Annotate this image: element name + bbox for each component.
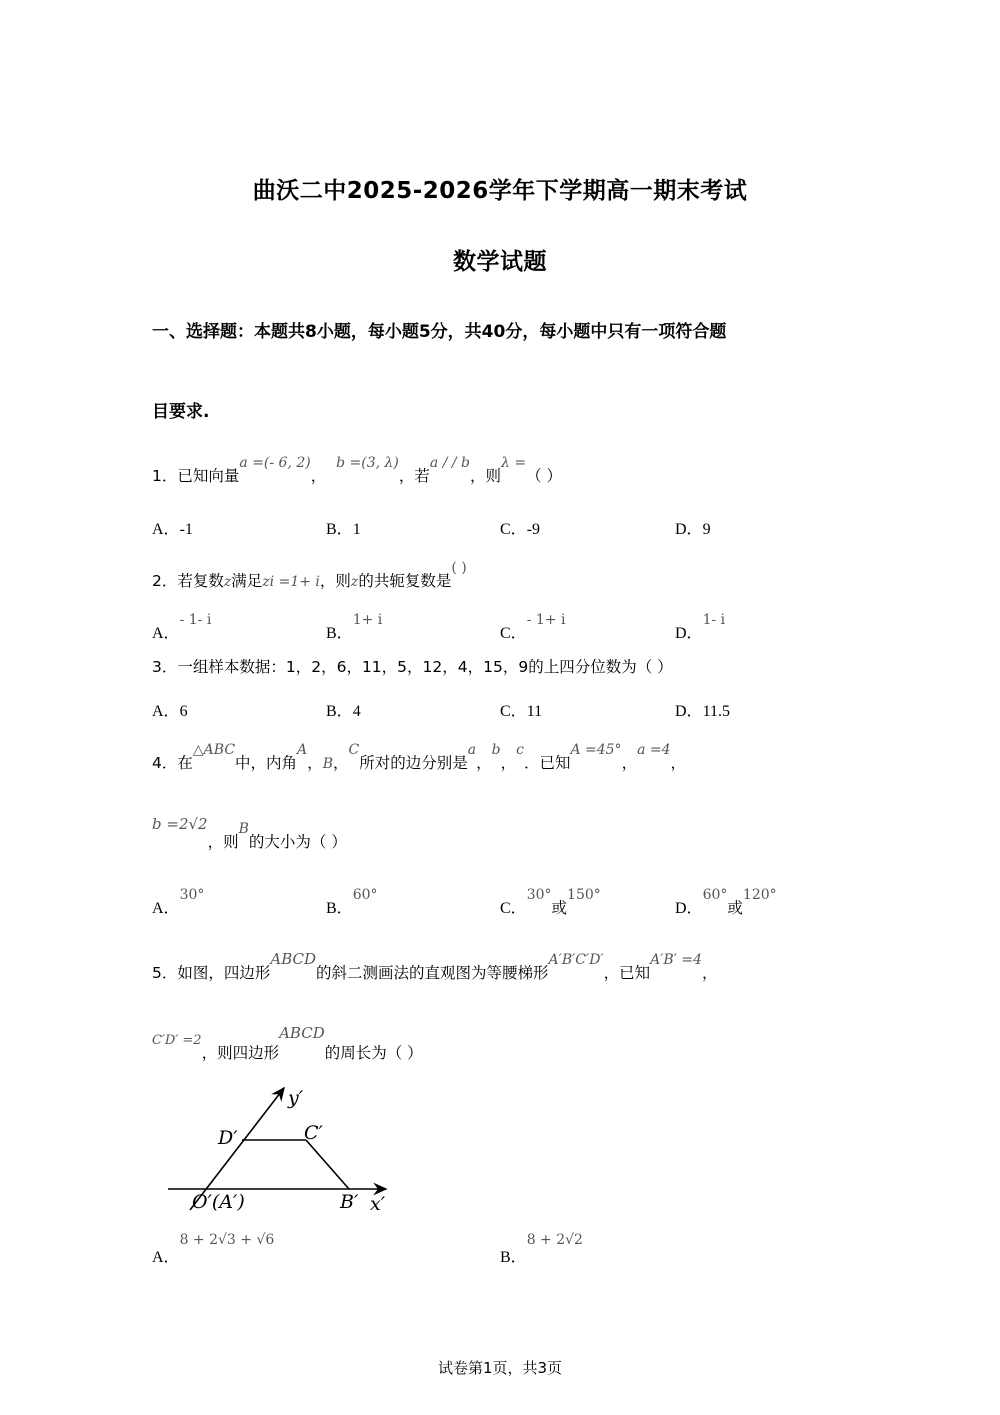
question-3-option-b <box>326 698 361 721</box>
question-number: 1． <box>152 467 178 486</box>
question-2-option-a <box>152 612 212 643</box>
option-value: 4 <box>352 703 361 720</box>
punctuation: ， <box>621 754 638 773</box>
punctuation: ， <box>310 467 327 486</box>
option-label: C． <box>500 703 527 720</box>
exam-title: 曲沃二中2025-2026学年下学期高一期末考试 <box>252 178 748 204</box>
math-expression: c <box>516 742 524 758</box>
question-text: ，则四边形 <box>201 1044 280 1063</box>
vertex-b-label: B′ <box>340 1191 359 1213</box>
question-4-option-b <box>326 887 378 918</box>
vertex-origin-label: O′(A′) <box>192 1191 245 1213</box>
question-2-option-b <box>326 612 383 643</box>
math-expression: zi =1+ i <box>262 574 320 591</box>
question-text: 的周长为（ ） <box>324 1044 423 1063</box>
vertex-c-label: C′ <box>304 1122 323 1144</box>
question-text: 已知向量 <box>177 467 240 486</box>
question-5-line2 <box>152 1024 423 1063</box>
section-heading-line2: 目要求. <box>152 402 210 422</box>
option-value: 60° <box>702 887 728 903</box>
question-text: 在 <box>177 754 193 773</box>
math-expression: B <box>322 756 333 773</box>
punctuation: ， <box>500 754 517 773</box>
option-label: B． <box>326 521 353 538</box>
option-label: A． <box>152 521 180 538</box>
question-4-option-c <box>500 887 601 918</box>
punctuation: ， <box>332 754 349 773</box>
punctuation: ， <box>670 754 687 773</box>
option-label: D． <box>675 703 703 720</box>
option-connector: 或 <box>727 899 743 918</box>
option-value: 30° <box>179 887 205 903</box>
question-text: 的大小为（ ） <box>248 833 347 852</box>
question-2 <box>152 560 467 591</box>
option-value: 30° <box>526 887 552 903</box>
question-text: ，若 <box>398 467 430 486</box>
math-expression: a <box>467 742 477 758</box>
option-label: A． <box>152 703 180 720</box>
option-value: 1- i <box>702 612 726 628</box>
option-label: A． <box>152 900 180 918</box>
math-expression: b <box>491 742 501 758</box>
math-expression: A′B′C′D′ <box>548 952 604 968</box>
question-text: ，已知 <box>603 964 651 983</box>
question-text: ，则 <box>469 467 501 486</box>
option-value: 6 <box>179 703 188 720</box>
math-expression: λ = <box>501 455 527 471</box>
option-label: A． <box>152 1249 180 1267</box>
x-axis-label: x′ <box>370 1193 386 1215</box>
question-2-option-c <box>500 612 566 643</box>
math-expression: ABCD <box>270 950 317 968</box>
math-expression: z <box>350 574 359 591</box>
edge-c-b <box>306 1140 349 1189</box>
question-text: 如图，四边形 <box>177 964 271 983</box>
math-expression: C′D′ =2 <box>152 1033 202 1048</box>
question-number: 4． <box>152 754 178 773</box>
question-1-option-a <box>152 516 193 539</box>
question-3: 3．一组样本数据：1，2，6，11，5，12，4，15，9的上四分位数为（ ） <box>152 658 673 676</box>
question-4-option-a <box>152 887 205 918</box>
math-expression: ABCD <box>279 1024 325 1042</box>
option-value: 8 + 2√3 + √6 <box>179 1232 275 1248</box>
punctuation: ， <box>476 754 492 773</box>
option-value: 11 <box>526 703 543 720</box>
vertex-d-label: D′ <box>218 1127 238 1149</box>
option-label: C． <box>500 625 527 643</box>
math-expression: △ABC <box>192 742 236 758</box>
option-value: -1 <box>179 521 193 538</box>
option-value: 8 + 2√2 <box>526 1232 583 1248</box>
option-value: 60° <box>352 887 378 903</box>
math-expression: a =(- 6, 2) <box>239 455 311 471</box>
answer-bracket: ( ) <box>451 560 467 576</box>
option-label: D． <box>675 900 703 918</box>
math-expression: z <box>223 574 232 591</box>
option-value: 120° <box>742 887 777 903</box>
question-1-option-c <box>500 516 540 539</box>
exam-subtitle: 数学试题 <box>453 249 547 275</box>
question-text: 中，内角 <box>235 754 298 773</box>
option-label: B． <box>326 900 353 918</box>
question-5-option-a <box>152 1232 275 1267</box>
oblique-projection-figure <box>160 1080 400 1220</box>
section-heading-line1: 一、选择题：本题共8小题，每小题5分，共40分，每小题中只有一项符合题 <box>152 322 727 342</box>
math-expression: A′B′ =4 <box>650 952 702 968</box>
question-text: ．已知 <box>523 754 571 773</box>
question-text: ，则 <box>319 572 351 591</box>
math-expression: b =(3, λ) <box>336 455 399 471</box>
question-text: 的共轭复数是 <box>358 572 452 591</box>
question-text: ，则 <box>207 833 239 852</box>
question-3-option-a <box>152 698 188 721</box>
math-expression: A <box>297 742 308 758</box>
math-expression: C <box>348 742 360 758</box>
question-1-option-d <box>675 516 711 539</box>
question-4-line1 <box>152 742 687 773</box>
question-2-option-d <box>675 612 726 643</box>
question-5-line1 <box>152 950 718 983</box>
option-connector: 或 <box>551 899 568 918</box>
option-label: A． <box>152 625 180 643</box>
question-text: 满足 <box>231 572 263 591</box>
question-text: 的斜二测画法的直观图为等腰梯形 <box>316 964 549 983</box>
answer-bracket: （ ） <box>526 467 562 486</box>
option-value: 150° <box>567 887 601 903</box>
math-expression: A =45° <box>570 742 622 758</box>
option-label: B． <box>326 625 353 643</box>
math-expression: B <box>238 821 249 837</box>
math-expression: b =2√2 <box>152 815 208 833</box>
punctuation: ， <box>307 754 323 773</box>
question-4-line2 <box>152 815 347 852</box>
math-expression: a / / b <box>429 455 470 471</box>
option-value: - 1- i <box>179 612 212 628</box>
question-1-option-b <box>326 516 361 539</box>
math-expression: a =4 <box>637 742 671 758</box>
option-value: 1 <box>352 521 361 538</box>
option-label: C． <box>500 521 527 538</box>
question-4-option-d <box>675 887 777 918</box>
question-text: 若复数 <box>177 572 224 591</box>
question-3-option-c <box>500 698 542 721</box>
option-label: D． <box>675 625 703 643</box>
punctuation: ， <box>701 964 718 983</box>
option-label: D． <box>675 521 703 538</box>
option-value: 1+ i <box>352 612 383 628</box>
option-value: - 1+ i <box>526 612 566 628</box>
option-value: -9 <box>526 521 541 538</box>
y-axis-label: y′ <box>288 1087 304 1109</box>
option-value: 9 <box>702 521 711 538</box>
page-footer: 试卷第1页，共3页 <box>437 1359 563 1377</box>
question-5-option-b <box>500 1232 583 1267</box>
option-label: B． <box>326 703 353 720</box>
option-label: B． <box>500 1249 527 1267</box>
question-number: 2． <box>152 572 178 591</box>
option-value: 11.5 <box>702 703 730 720</box>
option-label: C． <box>500 900 527 918</box>
question-3-option-d <box>675 698 730 721</box>
question-number: 5． <box>152 964 178 983</box>
question-text: 所对的边分别是 <box>359 754 468 773</box>
